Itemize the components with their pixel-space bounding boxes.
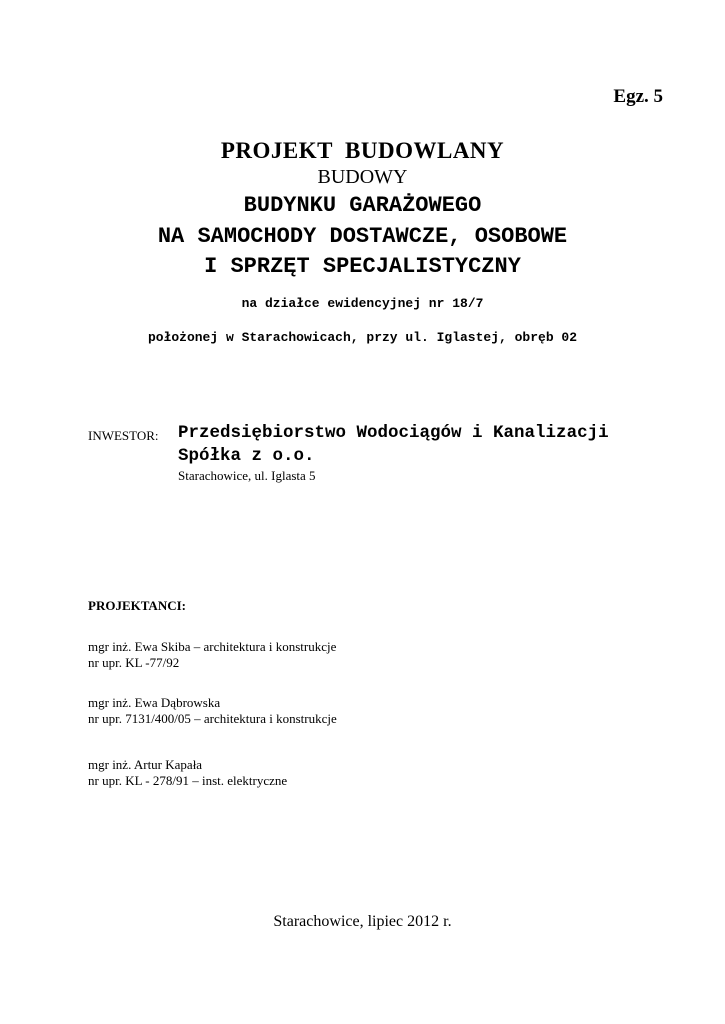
title-line-1: BUDYNKU GARAŻOWEGO — [243, 193, 482, 218]
designer-license: nr upr. KL - 278/91 – inst. elektryczne — [88, 773, 288, 788]
place-and-date: Starachowice, lipiec 2012 r. — [273, 913, 452, 930]
investor-address: Starachowice, ul. Iglasta 5 — [178, 468, 316, 483]
plot-number: na działce ewidencyjnej nr 18/7 — [241, 296, 484, 311]
designer-entry — [88, 639, 336, 671]
designer-name: mgr inż. Ewa Skiba – architektura i konstrukcje — [88, 639, 337, 654]
designer-name: mgr inż. Ewa Dąbrowska — [88, 695, 221, 710]
designer-name: mgr inż. Artur Kapała — [88, 757, 203, 772]
document-title: PROJEKT BUDOWLANY — [220, 138, 505, 163]
investor-label: INWESTOR: — [88, 428, 159, 443]
designer-entry — [88, 757, 287, 789]
designer-entry — [88, 695, 337, 727]
designer-license: nr upr. KL -77/92 — [88, 655, 180, 670]
document-subtitle: BUDOWY — [317, 166, 408, 188]
investor-name-line-1: Przedsiębiorstwo Wodociągów i Kanalizacji — [178, 423, 609, 443]
plot-location: położonej w Starachowicach, przy ul. Iglastej, obręb 02 — [147, 330, 578, 345]
investor-name-line-2: Spółka z o.o. — [178, 446, 315, 466]
title-line-3: I SPRZĘT SPECJALISTYCZNY — [204, 254, 521, 279]
title-line-2: NA SAMOCHODY DOSTAWCZE, OSOBOWE — [157, 224, 568, 249]
copy-number: Egz. 5 — [613, 86, 663, 107]
designer-license: nr upr. 7131/400/05 – architektura i konstrukcje — [88, 711, 337, 726]
designers-heading: PROJEKTANCI: — [88, 598, 186, 613]
